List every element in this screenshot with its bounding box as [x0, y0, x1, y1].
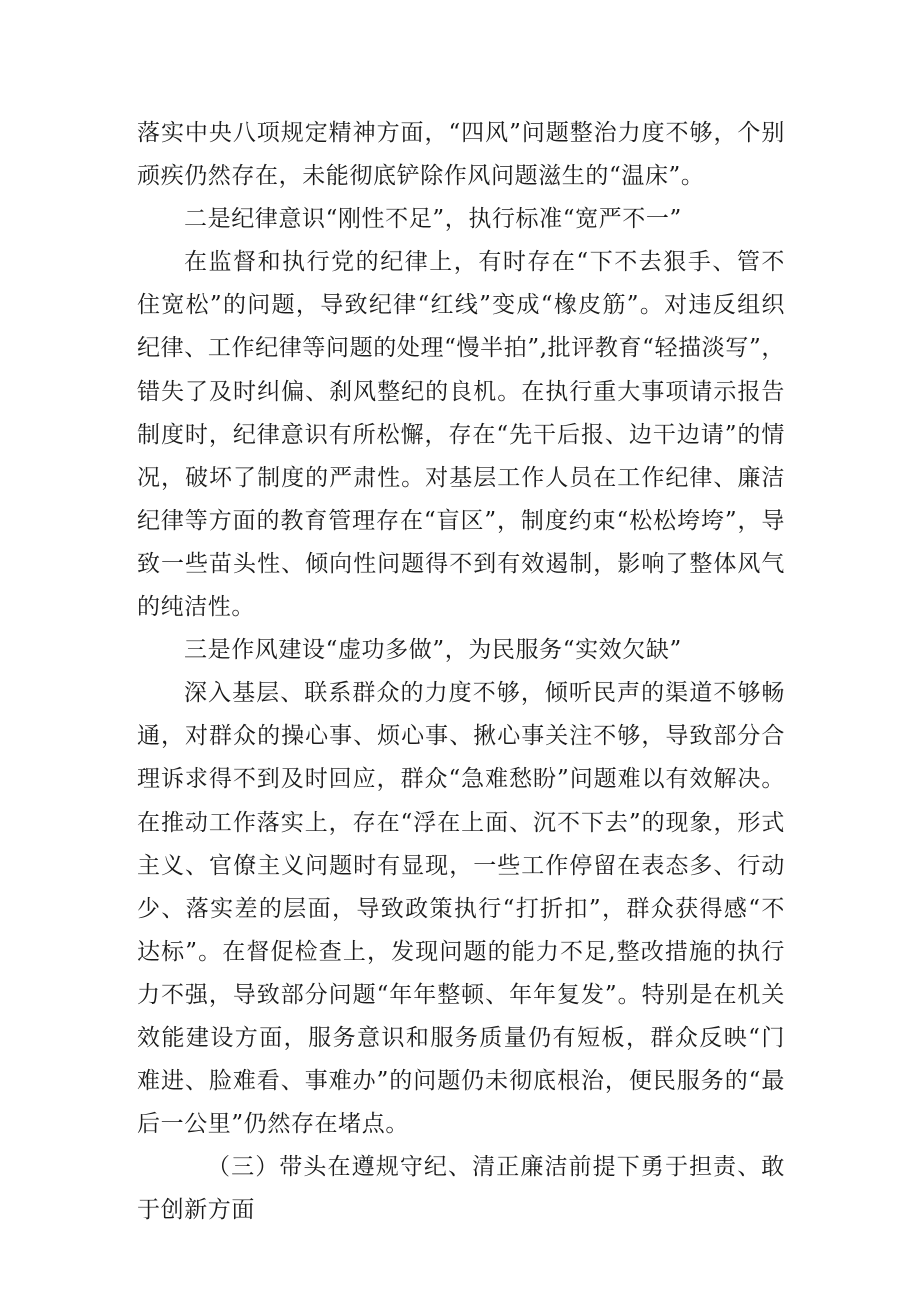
subheading-discipline: 二是纪律意识“刚性不足”，执行标准“宽严不一” — [184, 206, 682, 233]
subheading-work-style: 三是作风建设“虚功多做”，为民服务“实效欠缺” — [184, 637, 682, 664]
document-body — [137, 112, 785, 1232]
paragraph-discipline: 在监督和执行党的纪律上，有时存在“下不去狠手、管不住宽松”的问题，导致纪律“红线”变成“橡皮筋”。对违反组织纪律、工作纪律等问题的处理“慢半拍”,批评教育“轻描淡写”，错失了及时纠偏、刹风整纪的良机。在执行重大事项请示报告制度时，纪律意识有所松懈，存在“先干后报、边干边请”的情况，破坏了制度的严肃性。对基层工作人员在工作纪律、廉洁纪律等方面的教育管理存在“盲区”，制度约束“松松垮垮”，导致一些苗头性、倾向性问题得不到有效遏制，影响了整体风气的纯洁性。 — [137, 249, 785, 621]
paragraph-continuation: 落实中央八项规定精神方面，“四风”问题整治力度不够，个别顽疾仍然存在，未能彻底铲除作风问题滋生的“温床”。 — [137, 120, 785, 190]
section-heading-three: （三）带头在遵规守纪、清正廉洁前提下勇于担责、敢于创新方面 — [137, 1154, 785, 1224]
paragraph-work-style: 深入基层、联系群众的力度不够，倾听民声的渠道不够畅通，对群众的操心事、烦心事、揪心事关注不够，导致部分合理诉求得不到及时回应，群众“急难愁盼”问题难以有效解决。在推动工作落实上，存在“浮在上面、沉不下去”的现象，形式主义、官僚主义问题时有显现，一些工作停留在表态多、行动少、落实差的层面，导致政策执行“打折扣”，群众获得感“不达标”。在督促检查上，发现问题的能力不足,整改措施的执行力不强，导致部分问题“年年整顿、年年复发”。特别是在机关效能建设方面，服务意识和服务质量仍有短板，群众反映“门难进、脸难看、事难办”的问题仍未彻底根治，便民服务的“最后一公里”仍然存在堵点。 — [137, 680, 785, 1138]
